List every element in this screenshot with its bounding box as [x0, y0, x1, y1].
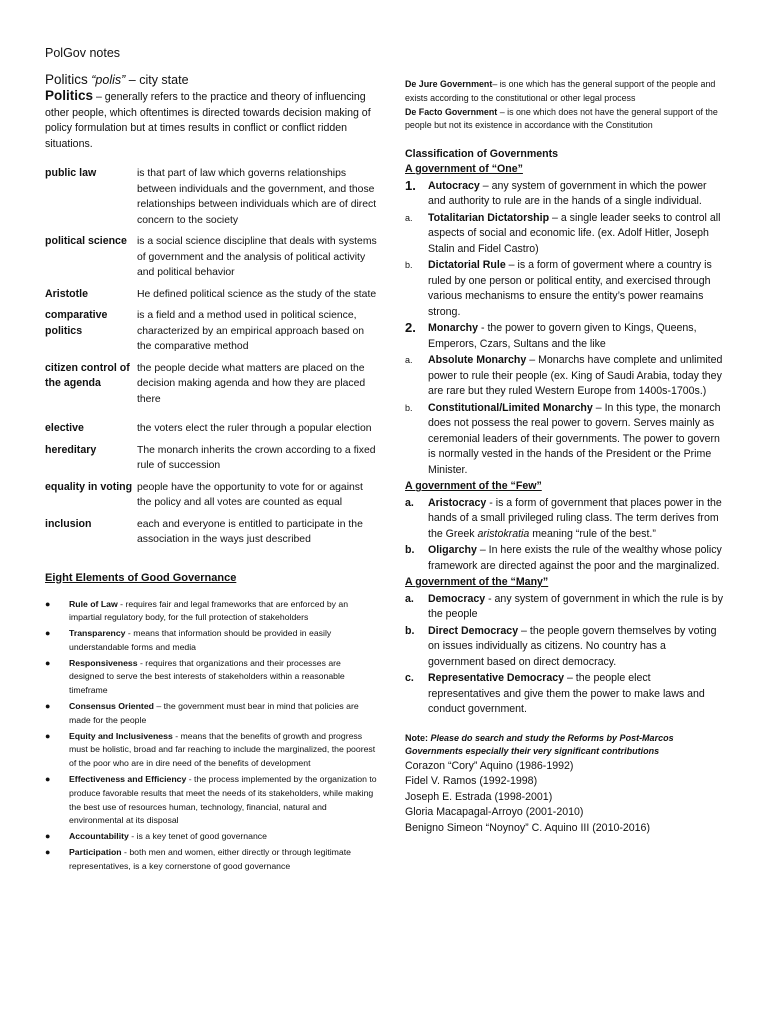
term-definition: The monarch inherits the crown according to a fixed rule of succession	[137, 444, 376, 471]
group-heading-many: A government of the “Many”	[405, 576, 549, 589]
term-label: public law	[45, 167, 97, 179]
term-label: political science	[45, 235, 127, 247]
list-item: a. Absolute Monarchy – Monarchs have complete and unlimited power to rule their people (ex. King of Saudi Arabia, today they are rare but they ruled Western Europe from 1400s-1700s.)	[405, 354, 723, 398]
term-definition: people have the opportunity to vote for or against the policy and all votes are counted as equal	[137, 481, 363, 508]
table-row	[45, 287, 377, 309]
list-item: b. Direct Democracy – the people govern themselves by voting on issues individually as citizens. No country has a government based on direct democracy.	[405, 624, 717, 668]
list-item: 1. Autocracy – any system of government in which the power and authority to rule are in the hands of a single individual.	[405, 177, 707, 208]
table-row	[45, 234, 377, 287]
list-item: ● Effectiveness and Efficiency - the process implemented by the organization to produce favorable results that meet the needs of its stakeholders, while making the best use of resources human, technology, financial, natural and environmental at its disposal	[45, 774, 377, 826]
list-item: Fidel V. Ramos (1992-1998)	[405, 775, 538, 788]
list-item: Joseph E. Estrada (1998-2001)	[405, 790, 553, 803]
table-row	[45, 413, 377, 443]
table-row	[45, 166, 377, 234]
list-item: ● Rule of Law - requires fair and legal frameworks that are enforced by an impartial regulatory body, for the full protection of stakeholders	[45, 598, 349, 623]
bullet-icon: ●	[45, 847, 51, 858]
list-item: 2. Monarchy - the power to govern given to Kings, Queens, Emperors, Czars, Sultans and the like	[405, 320, 697, 350]
table-row	[45, 361, 377, 414]
group-heading-one: A government of “One”	[405, 163, 523, 176]
list-item: Gloria Macapagal-Arroyo (2001-2010)	[405, 806, 584, 819]
list-item: ● Accountability - is a key tenet of good governance	[45, 830, 377, 844]
list-item: ● Responsiveness - requires that organizations and their processes are designed to serve the best interests of stakeholders within a reasonable timeframe	[45, 657, 345, 696]
term-label: equality in voting	[45, 480, 133, 493]
term-label: citizen control of the agenda	[45, 361, 130, 389]
politics-definition	[45, 88, 377, 152]
bullet-icon: ●	[45, 730, 51, 741]
list-item: ● Participation - both men and women, either directly or through legitimate representatives, is a key cornerstone of good governance	[45, 847, 351, 871]
term-label: hereditary	[45, 443, 97, 456]
list-item: b. Oligarchy – In here exists the rule of the wealthy whose policy framework are directed against the poor and the marginalized.	[405, 544, 722, 572]
bullet-icon: ●	[45, 774, 51, 785]
term-definition: is a social science discipline that deals with systems of government and the analysis of political activity and political behavior	[137, 236, 377, 278]
politics-definition-text: – generally refers to the practice and theory of influencing other people, which oftentimes is directed towards decision making of policy formulation but at times results in conflict or conflict ridden situations.	[45, 91, 371, 150]
eight-elements-list	[45, 598, 377, 874]
term-definition: each and everyone is entitled to participate in the association in the ways just described	[137, 518, 363, 545]
table-row	[45, 517, 377, 554]
bullet-icon: ●	[45, 598, 51, 609]
list-item: b. Constitutional/Limited Monarchy – In this type, the monarch does not possess the real power to govern. Serves mainly as ceremonial leaders of their governments. The power to govern is normally vested in the hands of the President or the Prime Minister.	[405, 401, 721, 476]
group-heading-few: A government of the “Few”	[405, 480, 542, 493]
term-label: Aristotle	[45, 287, 88, 300]
politics-heading	[45, 72, 377, 88]
list-item: a. Aristocracy - is a form of government that places power in the hands of a small privileged ruling class. The term derives from the Greek aristokratia meaning “rule of the best.”	[405, 496, 722, 540]
bullet-icon: ●	[45, 701, 51, 712]
list-item: a. Democracy - any system of government in which the rule is by the people	[405, 592, 723, 621]
bullet-icon: ●	[45, 831, 51, 842]
document-title: PolGov notes	[45, 46, 121, 60]
left-column	[45, 46, 377, 876]
list-item: ● Consensus Oriented – the government must bear in mind that policies are made for the people	[45, 701, 359, 725]
list-item: Corazon “Cory” Aquino (1986-1992)	[405, 759, 574, 772]
table-row	[45, 480, 377, 517]
politics-heading-polis: “polis”	[91, 73, 126, 87]
eight-elements-heading: Eight Elements of Good Governance	[45, 571, 237, 584]
term-label: elective	[45, 422, 84, 434]
term-definition: is that part of law which governs relationships between individuals and the government, and those relationships between individuals which are of direct concern to the society	[137, 168, 377, 226]
list-item: ● Transparency - means that information should be provided in easily understandable forms and media	[45, 628, 332, 652]
bullet-icon: ●	[45, 628, 51, 639]
politics-heading-term: Politics	[45, 72, 88, 87]
list-item: Benigno Simeon “Noynoy” C. Aquino III (2010-2016)	[405, 821, 650, 834]
politics-definition-term: Politics	[45, 88, 94, 103]
list-item: b. Dictatorial Rule – is a form of goverment where a country is ruled by one person or political entity, and exercised through various mechanisms to ensure the entity’s power reamains strong.	[405, 259, 712, 318]
term-definition: He defined political science as the study of the state	[137, 288, 377, 300]
term-label: inclusion	[45, 517, 92, 530]
term-definition: the voters elect the ruler through a popular election	[137, 423, 372, 434]
list-item: c. Representative Democracy – the people elect representatives and give them the power to make laws and conduct government.	[405, 672, 705, 716]
term-definition: the people decide what matters are placed on the decision making agenda and how they are placed there	[137, 362, 366, 405]
note-paragraph: Note: Please do search and study the Reforms by Post-Marcos Governments especially their very significant contributions	[405, 732, 674, 757]
terms-table	[45, 166, 377, 554]
de-jure-paragraph: De Jure Government– is one which has the general support of the people and exists according to the constitutional or other legal process	[405, 79, 716, 103]
politics-heading-rest: – city state	[125, 73, 189, 87]
right-column	[405, 78, 723, 836]
list-item: a. Totalitarian Dictatorship – a single leader seeks to control all aspects of social and economic life. (ex. Adolf Hitler, Joseph Stalin and Fidel Castro)	[405, 211, 721, 255]
table-row	[45, 443, 377, 480]
term-label: comparative politics	[45, 309, 108, 337]
bullet-icon: ●	[45, 657, 51, 668]
de-facto-paragraph: De Facto Government – is one which does not have the general support of the people but not its existence in accordance with the Constitution	[405, 106, 718, 131]
term-definition: is a field and a method used in political science, characterized by an empirical approach based on the comparative method	[137, 310, 364, 352]
table-row	[45, 308, 377, 361]
list-item: ● Equity and Inclusiveness - means that the benefits of growth and progress must be holistic, broad and far reaching to include the marginalized, the poorest of the poor who are in dire need of the benefits of development	[45, 730, 376, 769]
classification-heading: Classification of Governments	[405, 148, 559, 161]
